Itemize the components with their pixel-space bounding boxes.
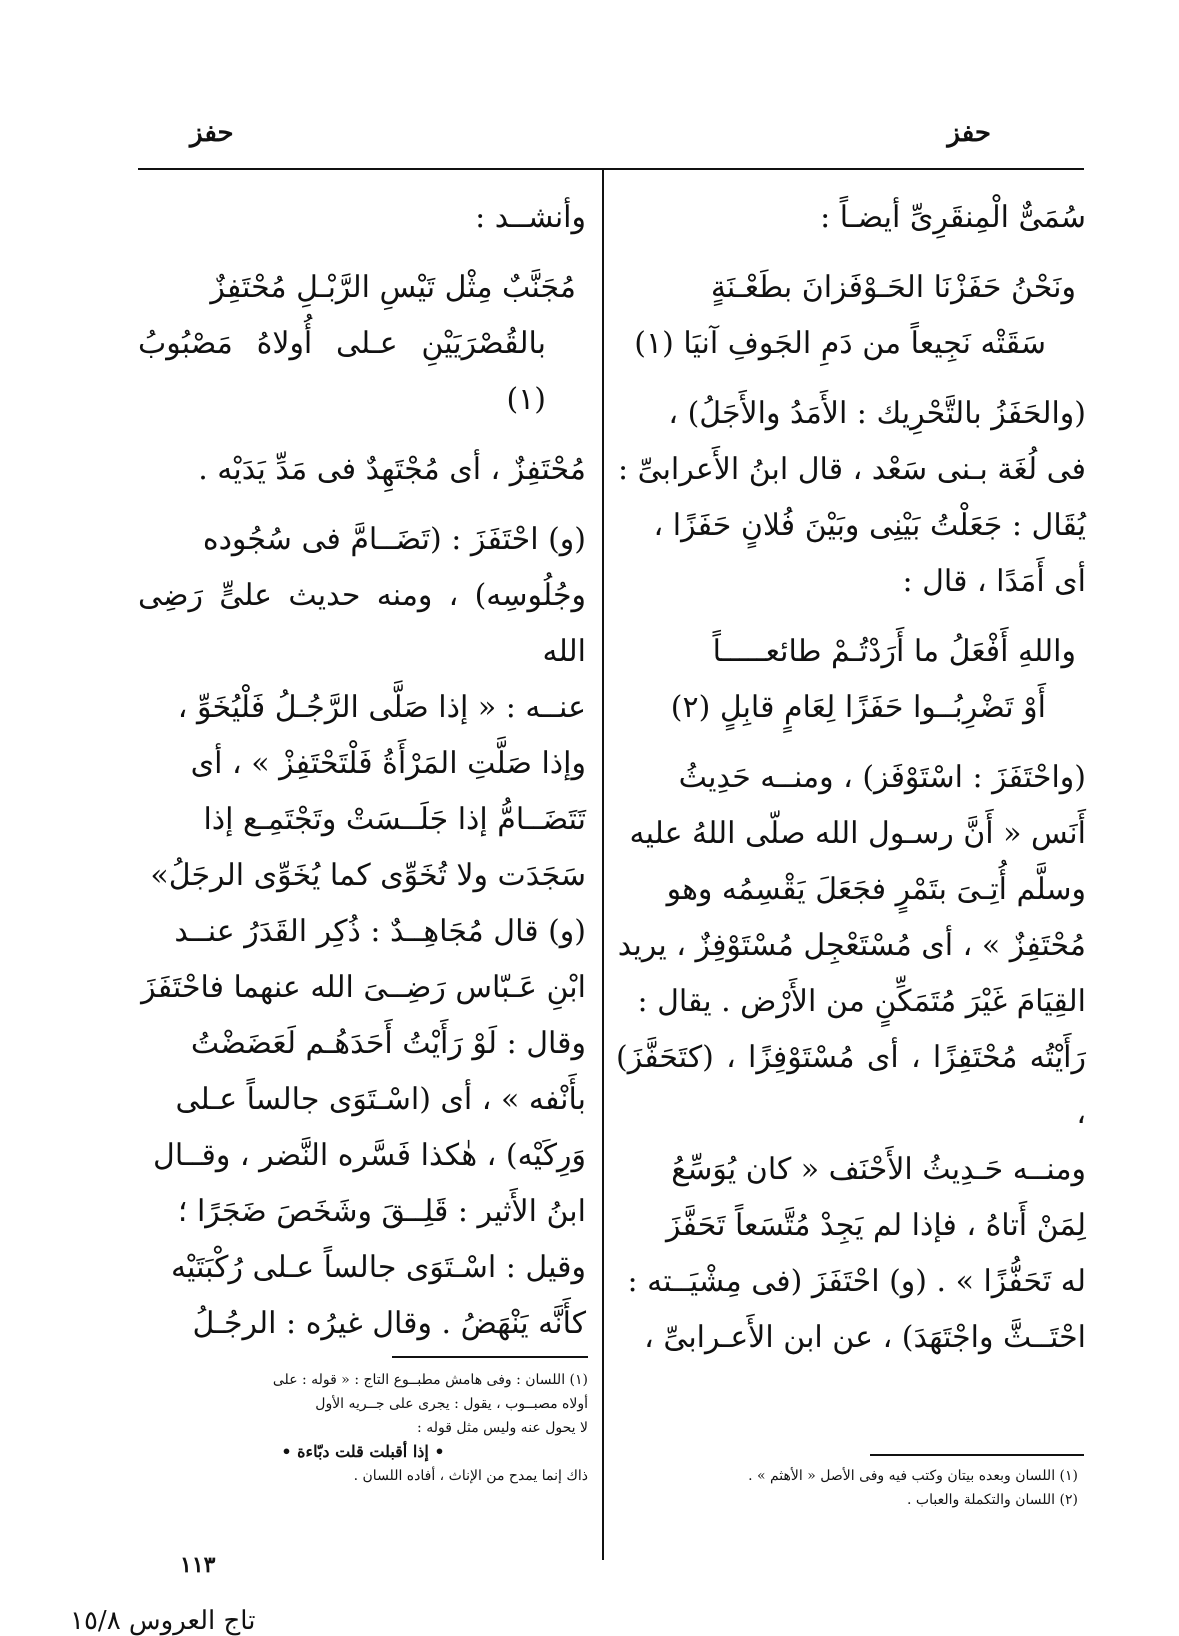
text-line: وقال : لَوْ رَأَيْتُ أَحَدَهُـم لَعَضَضْتُ bbox=[190, 1026, 586, 1061]
text-line: وسلَّم أُتِـىَ بتَمْرٍ فجَعَلَ يَقْسِمُه وهو bbox=[666, 872, 1086, 907]
text-line: فى لُغَة بـنى سَعْد ، قال ابنُ الأَعرابىِّ : bbox=[617, 452, 1086, 487]
footnote: أولاه مصبــوب ، يقول : يجرى على جــريه الأول bbox=[315, 1396, 588, 1412]
verse-line: واللهِ أَفْعَلُ ما أَرَدْتُـمْ طائعـــــاً bbox=[712, 634, 1076, 669]
footnote-rule-right bbox=[870, 1454, 1084, 1456]
text-line: بأَنْفه » ، أى (اسْـتَوَى جالساً عـلى bbox=[175, 1082, 586, 1117]
intro-line: وأنشــد : bbox=[475, 200, 586, 235]
text-line: رَأَيْتُه مُحْتَفِزًا ، أى مُسْتَوْفِزًا ، (كتَحَفَّزَ) ، bbox=[616, 1040, 1086, 1131]
text-line: القِيَامَ غَيْرَ مُتَمَكِّنٍ من الأَرْض . يقال : bbox=[637, 984, 1086, 1019]
text-line: (و) قال مُجَاهِــدٌ : ذُكِر القَدَرُ عنــد bbox=[174, 914, 586, 949]
text-line: ابنُ الأَثير : قَلِــقَ وشَخَصَ ضَجَرًا ؛ bbox=[177, 1194, 586, 1229]
verse-2 bbox=[616, 624, 1086, 736]
text-line: (والحَفَزُ بالتَّحْرِيك : الأَمَدُ والأَجَلُ) ، bbox=[668, 396, 1086, 431]
verse-3 bbox=[138, 260, 586, 428]
text-line: مُحْتَفِزٌ » ، أى مُسْتَعْجِل مُسْتَوْفِزٌ ، يريد bbox=[617, 928, 1086, 963]
text-line: له تَحَفُّزًا » . (و) احْتَفَزَ (فى مِشْيَــته : bbox=[627, 1264, 1086, 1299]
text-line: كأَنَّه يَنْهَضُ . وقال غيرُه : الرجُـلُ bbox=[192, 1306, 586, 1341]
header-root-word-right: حفز bbox=[947, 118, 991, 148]
paragraph bbox=[138, 512, 586, 1352]
footnote-rule-left bbox=[392, 1356, 588, 1358]
footnote: (٢) اللسان والتكملة والعباب . bbox=[907, 1492, 1078, 1508]
header-rule bbox=[138, 168, 1084, 170]
intro-line: سُمَىٌّ الْمِنقَرِىِّ أيضـاً : bbox=[820, 200, 1086, 235]
verse-line: سَقَتْه نَجِيعاً من دَمِ الجَوفِ آنيَا (١) bbox=[634, 326, 1046, 361]
verse-1 bbox=[616, 260, 1086, 372]
text-line: وَرِكَيْه) ، هٰكذا فَسَّره النَّضر ، وقــال bbox=[153, 1138, 586, 1173]
volume-signature: تاج العروس ١٥/٨ bbox=[70, 1606, 256, 1636]
header-root-word-left: حفز bbox=[190, 118, 234, 148]
footnote: ذاك إنما يمدح من الإناث ، أفاده اللسان . bbox=[353, 1468, 588, 1484]
page-number: ١١٣ bbox=[180, 1552, 216, 1578]
footnote: (١) اللسان وبعده بيتان وكتب فيه وفى الأصل « الأهثم » . bbox=[748, 1468, 1078, 1484]
paragraph bbox=[616, 386, 1086, 610]
text-line: (و) احْتَفَزَ : (تَضَــامَّ فى سُجُوده bbox=[202, 522, 586, 557]
text-line: تَتَضَــامُّ إذا جَلَــسَتْ وتَجْتَمِـع إذا bbox=[203, 802, 586, 837]
verse-line: أَوْ تَضْرِبُــوا حَفَزًا لِعَامٍ قابِلٍ (٢) bbox=[670, 690, 1046, 725]
footnotes-left bbox=[138, 1368, 588, 1488]
verse-line: بالقُصْرَيَيْنِ عـلى أُولاهُ مَصْبُوبُ (١) bbox=[138, 326, 546, 417]
text-line: (واحْتَفَزَ : اسْتَوْفَز) ، ومنــه حَدِيثُ bbox=[678, 760, 1086, 795]
footnote: لا يحول عنه وليس مثل قوله : bbox=[417, 1420, 588, 1436]
text-line: وقيل : اسْـتَوَى جالساً عـلى رُكْبَتَيْه bbox=[170, 1250, 586, 1285]
text-line: عنــه : « إذا صَلَّى الرَّجُـلُ فَلْيُخَوِّ ، bbox=[177, 690, 586, 725]
footnote-verse: • إذا أقبلت قلت دبّاءة • bbox=[281, 1442, 445, 1461]
verse-line: مُجَنَّبٌ مِثْل تَيْسِ الرَّبْـلِ مُحْتَفِزٌ bbox=[210, 270, 576, 305]
text-line: يُقَال : جَعَلْتُ بَيْنِى وبَيْنَ فُلانٍ حَفَزًا ، bbox=[653, 508, 1086, 543]
paragraph bbox=[616, 750, 1086, 1366]
text-line: أَنَس « أَنَّ رسـول الله صلّى اللهُ عليه bbox=[629, 816, 1086, 851]
page-header bbox=[0, 118, 1179, 158]
text-line: ابْنِ عَـبّاس رَضِــىَ الله عنهما فاحْتَفَزَ bbox=[141, 970, 586, 1005]
text-line: ومنــه حَـدِيثُ الأَحْنَف « كان يُوَسِّعُ bbox=[671, 1152, 1086, 1187]
column-divider bbox=[602, 170, 604, 1560]
text-line: سَجَدَت ولا تُخَوِّى كما يُخَوِّى الرجَلُ» bbox=[150, 858, 586, 893]
footnotes-right bbox=[618, 1464, 1078, 1512]
text-line: أى أَمَدًا ، قال : bbox=[902, 564, 1086, 599]
paragraph: مُحْتَفِزٌ ، أى مُجْتَهِدٌ فى مَدِّ يَدَيْه . bbox=[198, 452, 586, 487]
text-line: وإذا صَلَّتِ المَرْأَةُ فَلْتَحْتَفِزْ » ، أى bbox=[190, 746, 586, 781]
footnote: (١) اللسان : وفى هامش مطبــوع التاج : « قوله : على bbox=[272, 1372, 588, 1388]
text-line: وجُلُوسِه) ، ومنه حديث علىٍّ رَضِى الله bbox=[138, 578, 586, 669]
text-line: لِمَنْ أَتاهُ ، فإذا لم يَجِدْ مُتَّسَعاً تَحَفَّزَ bbox=[666, 1208, 1086, 1243]
right-column bbox=[616, 190, 1086, 1380]
text-line: احْتَــثَّ واجْتَهَدَ) ، عن ابن الأَعـرابىِّ ، bbox=[644, 1320, 1086, 1355]
left-column bbox=[138, 190, 586, 1366]
verse-line: ونَحْنُ حَفَزْنَا الحَـوْفَزانَ بطَعْـنَةٍ bbox=[710, 270, 1076, 305]
